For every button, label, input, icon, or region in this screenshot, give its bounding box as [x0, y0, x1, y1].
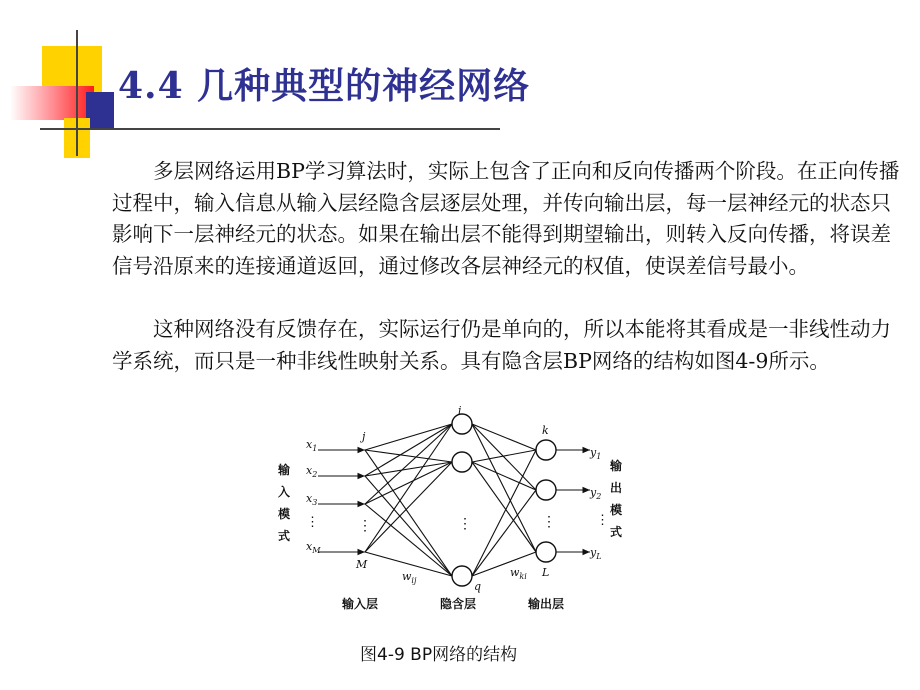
left-label-char-4: 式	[278, 529, 291, 543]
output-neuron	[536, 480, 556, 500]
hidden-neuron	[452, 566, 472, 586]
left-label-char-3: 模	[278, 507, 291, 521]
input-label-x2: $x_2$	[306, 464, 318, 479]
layer-label-hidden: 隐含层	[440, 597, 477, 611]
input-hidden-edge	[365, 504, 452, 576]
hidden-neuron	[452, 414, 472, 434]
hidden-ellipsis: ⋮	[458, 516, 472, 532]
left-label-char-1: 输	[278, 463, 291, 477]
output-node-ellipsis: ⋮	[542, 514, 556, 530]
output-label-y1: $y_1$	[590, 446, 602, 461]
weight-label-wki: $w_{ki}$	[510, 566, 527, 581]
right-label-char-2: 出	[610, 481, 623, 495]
left-label-char-2: 入	[278, 485, 291, 499]
output-label-y2: $y_2$	[590, 486, 602, 501]
input-node-ellipsis: ⋮	[358, 518, 372, 534]
layer-label-output: 输出层	[528, 597, 565, 611]
right-label-char-4: 式	[610, 525, 623, 539]
input-label-x3: $x_3$	[306, 492, 318, 507]
index-label-hidden-top: i	[458, 404, 462, 417]
output-neuron	[536, 542, 556, 562]
hidden-output-edge	[472, 450, 536, 576]
hidden-output-edge	[472, 424, 536, 450]
paragraph-2: 这种网络没有反馈存在，实际运行仍是单向的，所以本能将其看成是一非线性动力学系统，而只是一种非线性映射关系。具有隐含层BP网络的结构如图4-9所示。	[112, 317, 891, 373]
index-label-hidden-bottom: q	[474, 580, 482, 593]
hidden-neuron	[452, 452, 472, 472]
input-hidden-edge	[365, 462, 452, 552]
input-hidden-edge	[365, 450, 452, 462]
input-label-x1: $x_1$	[306, 438, 318, 453]
index-label-input-bottom: M	[356, 558, 368, 571]
index-label-output-top: k	[542, 424, 549, 437]
layer-label-input: 输入层	[342, 597, 379, 611]
deco-blue-square	[86, 92, 114, 128]
output-neuron	[536, 440, 556, 460]
input-hidden-edge	[365, 476, 452, 576]
figure-caption: 图4-9 BP网络的结构	[360, 645, 518, 665]
hidden-output-edge	[472, 450, 536, 462]
input-hidden-edge	[365, 424, 452, 450]
deco-red-block	[10, 86, 94, 120]
index-label-output-bottom: L	[542, 566, 550, 579]
input-label-ellipsis: ⋮	[306, 515, 319, 530]
paragraph-1: 多层网络运用BP学习算法时，实际上包含了正向和反向传播两个阶段。在正向传播过程中，输入信息从输入层经隐含层逐层处理，并传向输出层，每一层神经元的状态只影响下一层神经元的状态。如果在输出层不能得到期望输出，则转入反向传播，将误差信号沿原来的连接通道返回，通过修改各层神经元的权值，使误差信号最小。	[112, 159, 900, 278]
input-label-xM: $x_M$	[306, 540, 321, 555]
deco-vertical-line	[76, 30, 78, 156]
slide-title: 4.4 几种典型的神经网络	[118, 65, 531, 107]
input-hidden-edge	[365, 424, 452, 552]
right-label-char-3: 模	[610, 503, 623, 517]
deco-horizontal-line	[40, 128, 500, 130]
bp-network-diagram	[270, 404, 630, 620]
right-label-char-1: 输	[610, 459, 623, 473]
index-label-input-top: j	[362, 430, 366, 443]
hidden-output-edge	[472, 424, 536, 490]
output-label-ellipsis: ⋮	[596, 513, 609, 528]
weight-label-wij: $w_{ij}$	[402, 570, 417, 585]
output-label-yL: $y_L$	[590, 546, 602, 561]
